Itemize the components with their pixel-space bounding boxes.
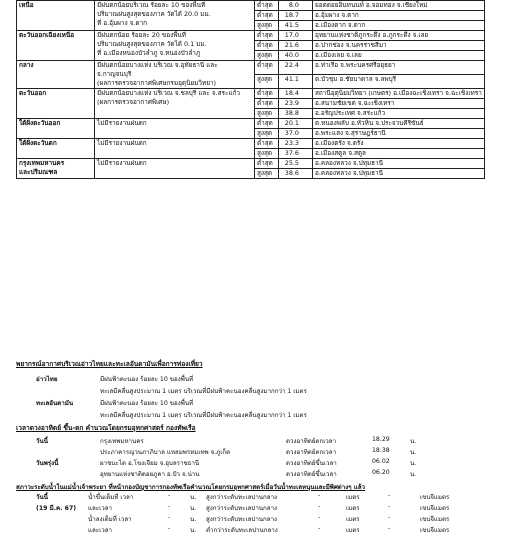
temp-unit: [301, 61, 313, 75]
tide-level-desc: สูงกว่าระดับทะเลปานกลาง: [206, 494, 278, 501]
station-name: ยอดดอยอินทนนท์ อ.จอมทอง จ.เชียงใหม่: [313, 1, 485, 11]
tide-time: -: [168, 492, 171, 499]
region-name: กลาง: [17, 61, 95, 89]
temp-value: 23.9: [279, 99, 302, 109]
temp-value: 23.3: [279, 139, 302, 149]
temp-label: สูงสุด: [255, 51, 279, 61]
temp-value: 17.0: [279, 31, 302, 41]
temp-label: ต่ำสุด: [255, 1, 279, 11]
temp-label: ต่ำสุด: [255, 31, 279, 41]
temp-unit: [301, 21, 313, 31]
andaman-label: ทะเลอันดามัน: [36, 400, 74, 407]
temp-label: สูงสุด: [255, 109, 279, 119]
rain-description: [95, 89, 255, 119]
temp-label: สูงสุด: [255, 129, 279, 139]
weather-row: [17, 159, 485, 169]
temp-unit: [301, 109, 313, 119]
rain-description-line: ปริมาณฝนสูงสุดของภาค วัดได้ 0.1 มม.: [97, 40, 207, 48]
weather-row: [17, 89, 485, 99]
weather-row: [17, 119, 485, 129]
station-name: อ.อรัญประเทศ จ.สระแก้ว: [313, 109, 485, 119]
region-name: ตะวันออกเฉียงเหนือ: [17, 31, 95, 61]
temp-value: 22.4: [279, 61, 302, 75]
temp-value: 18.4: [279, 89, 302, 99]
temp-value: 21.6: [279, 41, 302, 51]
tide-level-desc: สูงกว่าระดับทะเลปานกลาง: [206, 516, 278, 523]
station-name: อ.เมืองตรัง จ.ตรัง: [313, 139, 485, 149]
station-name: สถานีอุตุนิยมวิทยา (เกษตร) อ.เมืองฉะเชิงเทรา จ.ฉะเชิงเทรา: [313, 89, 485, 99]
temp-unit: [301, 159, 313, 169]
gulf-line-2: ทะเลมีคลื่นสูงประมาณ 1 เมตร บริเวณที่มีฝนฟ้าคะนองคลื่นสูงมากกว่า 1 เมตร: [100, 388, 307, 395]
station-name: อ.เมืองตาก จ.ตาก: [313, 21, 485, 31]
tide-status-value: -: [388, 503, 391, 510]
tide-status: เขบจีแมตร: [420, 505, 450, 512]
weather-row: [17, 61, 485, 75]
sun-times-title: เวลาดวงอาทิตย์ ขึ้น-ตก คำนวณโดยกรมอุทกศาสตร์ กองทัพเรือ: [16, 424, 196, 432]
temp-unit: [301, 129, 313, 139]
tide-day-label: วันนี้: [36, 494, 48, 501]
rain-description: [95, 119, 255, 139]
region-name: ใต้ฝั่งตะวันตก: [17, 139, 95, 159]
sun-event: ดวงอาทิตย์ขึ้นเวลา: [286, 460, 337, 467]
temp-value: 41.1: [279, 75, 302, 89]
sun-time: 06.20: [372, 469, 390, 476]
tide-status: เขบจีแมตร: [420, 527, 450, 534]
station-name: อ.คลองหลวง จ.ปทุมธานี: [313, 169, 485, 179]
temp-value: 37.0: [279, 129, 302, 139]
temp-unit: [301, 51, 313, 61]
tide-date-label: (19 มี.ค. 67): [36, 505, 77, 512]
tide-time-unit: น.: [190, 494, 197, 501]
sun-today-label: วันนี้: [36, 438, 48, 445]
rain-description-line: มีฝนตกน้อยบางแห่ง บริเวณ จ.ชลบุรี และ จ.สระแก้ว: [97, 89, 240, 97]
temp-unit: [301, 89, 313, 99]
tide-status: เขบจีแมตร: [420, 516, 450, 523]
tide-kind: และเวลา: [88, 505, 112, 512]
sun-event: ดวงอาทิตย์ตกเวลา: [286, 438, 337, 445]
temp-value: 40.0: [279, 51, 302, 61]
station-name: อ.สนามชัยเขต จ.ฉะเชิงเทรา: [313, 99, 485, 109]
sun-time-unit: น.: [410, 449, 417, 456]
tide-kind: และเวลา: [88, 527, 112, 534]
temp-label: สูงสุด: [255, 75, 279, 89]
temp-unit: [301, 11, 313, 21]
region-name: ตะวันออก: [17, 89, 95, 119]
tide-time: -: [168, 525, 171, 532]
region-name: ใต้ฝั่งตะวันออก: [17, 119, 95, 139]
tide-kind: น้ำขึ้นเต็มที่ เวลา: [88, 494, 134, 501]
temp-label: ต่ำสุด: [255, 89, 279, 99]
temp-value: 25.5: [279, 159, 302, 169]
temp-label: สูงสุด: [255, 169, 279, 179]
tide-time: -: [168, 514, 171, 521]
station-name: อ.อุ้มผาง จ.ตาก: [313, 11, 485, 21]
tide-level-value: -: [318, 525, 321, 532]
temp-value: 18.7: [279, 11, 302, 21]
temp-unit: [301, 75, 313, 89]
sea-forecast-title: พยากรณ์อากาศบริเวณอ่าวไทยและทะเลอันดามันเพื่อการท่องเที่ยว: [16, 360, 203, 368]
sun-place: กรุงเทพมหานคร: [100, 438, 144, 445]
tide-status-value: -: [388, 514, 391, 521]
temp-unit: [301, 149, 313, 159]
rain-description: [95, 61, 255, 89]
temp-label: ต่ำสุด: [255, 139, 279, 149]
temp-label: ต่ำสุด: [255, 159, 279, 169]
temp-value: 38.6: [279, 169, 302, 179]
station-name: ต.หนองพลับ อ.หัวหิน จ.ประจวบคีรีขันธ์: [313, 119, 485, 129]
temp-value: 38.8: [279, 109, 302, 119]
tide-level-value: -: [318, 514, 321, 521]
station-name: ต.บัวชุม อ.ชัยบาดาล จ.ลพบุรี: [313, 75, 485, 89]
region-name: เหนือ: [17, 1, 95, 31]
temp-unit: [301, 41, 313, 51]
gulf-label: อ่าวไทย: [36, 376, 58, 383]
temp-unit: [301, 1, 313, 11]
temp-value: 20.1: [279, 119, 302, 129]
andaman-line-2: ทะเลมีคลื่นสูงประมาณ 1 เมตร บริเวณที่มีฝนฟ้าคะนองคลื่นสูงมากกว่า 1 เมตร: [100, 412, 307, 419]
station-name: อุทยานแห่งชาติภูกระดึง อ.ภูกระดึง จ.เลย: [313, 31, 485, 41]
weather-row: [17, 1, 485, 11]
station-name: อ.เมืองเลย จ.เลย: [313, 51, 485, 61]
sun-time-unit: น.: [410, 471, 417, 478]
temp-unit: [301, 119, 313, 129]
temp-label: ต่ำสุด: [255, 41, 279, 51]
tide-time: -: [168, 503, 171, 510]
gulf-line-1: มีฝนฟ้าคะนอง ร้อยละ 10 ของพื้นที่: [100, 376, 194, 383]
tide-time-unit: น.: [190, 527, 197, 534]
tide-level-desc: สูงกว่าระดับทะเลปานกลาง: [206, 505, 278, 512]
tide-level-unit: เมตร: [346, 516, 360, 523]
weather-row: [17, 139, 485, 149]
station-name: อ.ท่าเรือ จ.พระนครศรีอยุธยา: [313, 61, 485, 75]
tide-level-unit: เมตร: [346, 505, 360, 512]
rain-description-line: ไม่มีรายงานฝนตก: [97, 139, 147, 147]
rain-description: [95, 139, 255, 159]
tide-level-value: -: [318, 503, 321, 510]
tide-time-unit: น.: [190, 505, 197, 512]
sun-tomorrow-label: วันพรุ่งนี้: [36, 460, 59, 467]
sun-time: 18.38: [372, 447, 390, 454]
station-name: อ.คลองหลวง จ.ปทุมธานี: [313, 159, 485, 169]
tide-level-unit: เมตร: [346, 527, 360, 534]
temp-unit: [301, 169, 313, 179]
tide-level-value: -: [318, 492, 321, 499]
temp-value: 37.6: [279, 149, 302, 159]
rain-description: [95, 31, 255, 61]
temp-label: ต่ำสุด: [255, 11, 279, 21]
sun-time: 18.29: [372, 436, 390, 443]
station-name: อ.เมืองสตูล จ.สตูล: [313, 149, 485, 159]
rain-description-line: ที่ อ.เมืองหนองบัวลำภู จ.หนองบัวลำภู: [97, 49, 201, 57]
andaman-line-1: มีฝนฟ้าคะนอง ร้อยละ 10 ของพื้นที่: [100, 400, 194, 407]
tide-title: สภาวะระดับน้ำในแม่น้ำเจ้าพระยา ที่หน้ากองบัญชาการกองทัพเรือคำนวณโดยกรมอุทกศาสตร์เมื่อวันน้ำทะเลหนุนและมีพิศต่างๆ แล้ว: [16, 484, 366, 491]
rain-description-line: ที่ อ.อุ้มผาง จ.ตาก: [97, 19, 148, 27]
tide-status-value: -: [388, 492, 391, 499]
station-name: อ.ปากช่อง จ.นครราชสีมา: [313, 41, 485, 51]
rain-description-line: ปริมาณฝนสูงสุดของภาค วัดได้ 20.0 มม.: [97, 10, 211, 18]
sun-place: ประภาคารญวนภาภิบาล แหลมพรหมเทพ จ.ภูเก็ต: [100, 449, 231, 456]
rain-description-line: (ผลการตรวจอากาศพิเศษกรมอุตุนิยมวิทยา): [97, 79, 217, 87]
rain-description-line: มีฝนตกน้อยบริเวณ ร้อยละ 10 ของพื้นที่: [97, 1, 206, 9]
temp-label: ต่ำสุด: [255, 119, 279, 129]
regional-weather-table: [16, 0, 485, 179]
tide-status-value: -: [388, 525, 391, 532]
sun-event: ดวงอาทิตย์ขึ้นเวลา: [286, 471, 337, 478]
temp-label: ต่ำสุด: [255, 61, 279, 75]
tide-time-unit: น.: [190, 516, 197, 523]
rain-description: [95, 159, 255, 179]
sun-place: อุทยานแห่งชาติดอยภูคา อ.ปัว จ.น่าน: [100, 471, 200, 478]
tide-status: เขบจีแมตร: [420, 494, 450, 501]
temp-unit: [301, 99, 313, 109]
sun-time-unit: น.: [410, 438, 417, 445]
temp-label: สูงสุด: [255, 149, 279, 159]
sun-time: 06.02: [372, 458, 390, 465]
weather-row: [17, 31, 485, 41]
rain-description-line: ไม่มีรายงานฝนตก: [97, 119, 147, 127]
sun-event: ดวงอาทิตย์ตกเวลา: [286, 449, 337, 456]
region-name: กรุงเทพมหานคร และปริมณฑล: [17, 159, 95, 179]
temp-unit: [301, 31, 313, 41]
rain-description-line: ไม่มีรายงานฝนตก: [97, 159, 147, 167]
sun-time-unit: น.: [410, 460, 417, 467]
rain-description-line: มีฝนตกน้อย ร้อยละ 20 ของพื้นที่: [97, 31, 187, 39]
temp-unit: [301, 139, 313, 149]
sun-place: ผาชนะได อ.โขงเจียม จ.อุบลราชธานี: [100, 460, 200, 467]
tide-level-unit: เมตร: [346, 494, 360, 501]
tide-kind: น้ำลงเต็มที่ เวลา: [88, 516, 132, 523]
temp-value: 41.5: [279, 21, 302, 31]
temp-value: 8.0: [279, 1, 302, 11]
tide-level-desc: ต่ำกว่าระดับทะเลปานกลาง: [206, 527, 278, 534]
rain-description-line: (ผลการตรวจอากาศพิเศษ): [97, 98, 170, 106]
temp-label: ต่ำสุด: [255, 99, 279, 109]
station-name: อ.พระแสง จ.สุราษฎร์ธานี: [313, 129, 485, 139]
temp-label: สูงสุด: [255, 21, 279, 31]
rain-description: [95, 1, 255, 31]
rain-description-line: มีฝนตกน้อยบางแห่ง บริเวณ จ.อุทัยธานี และ จ.กาญจนบุรี: [97, 61, 218, 78]
